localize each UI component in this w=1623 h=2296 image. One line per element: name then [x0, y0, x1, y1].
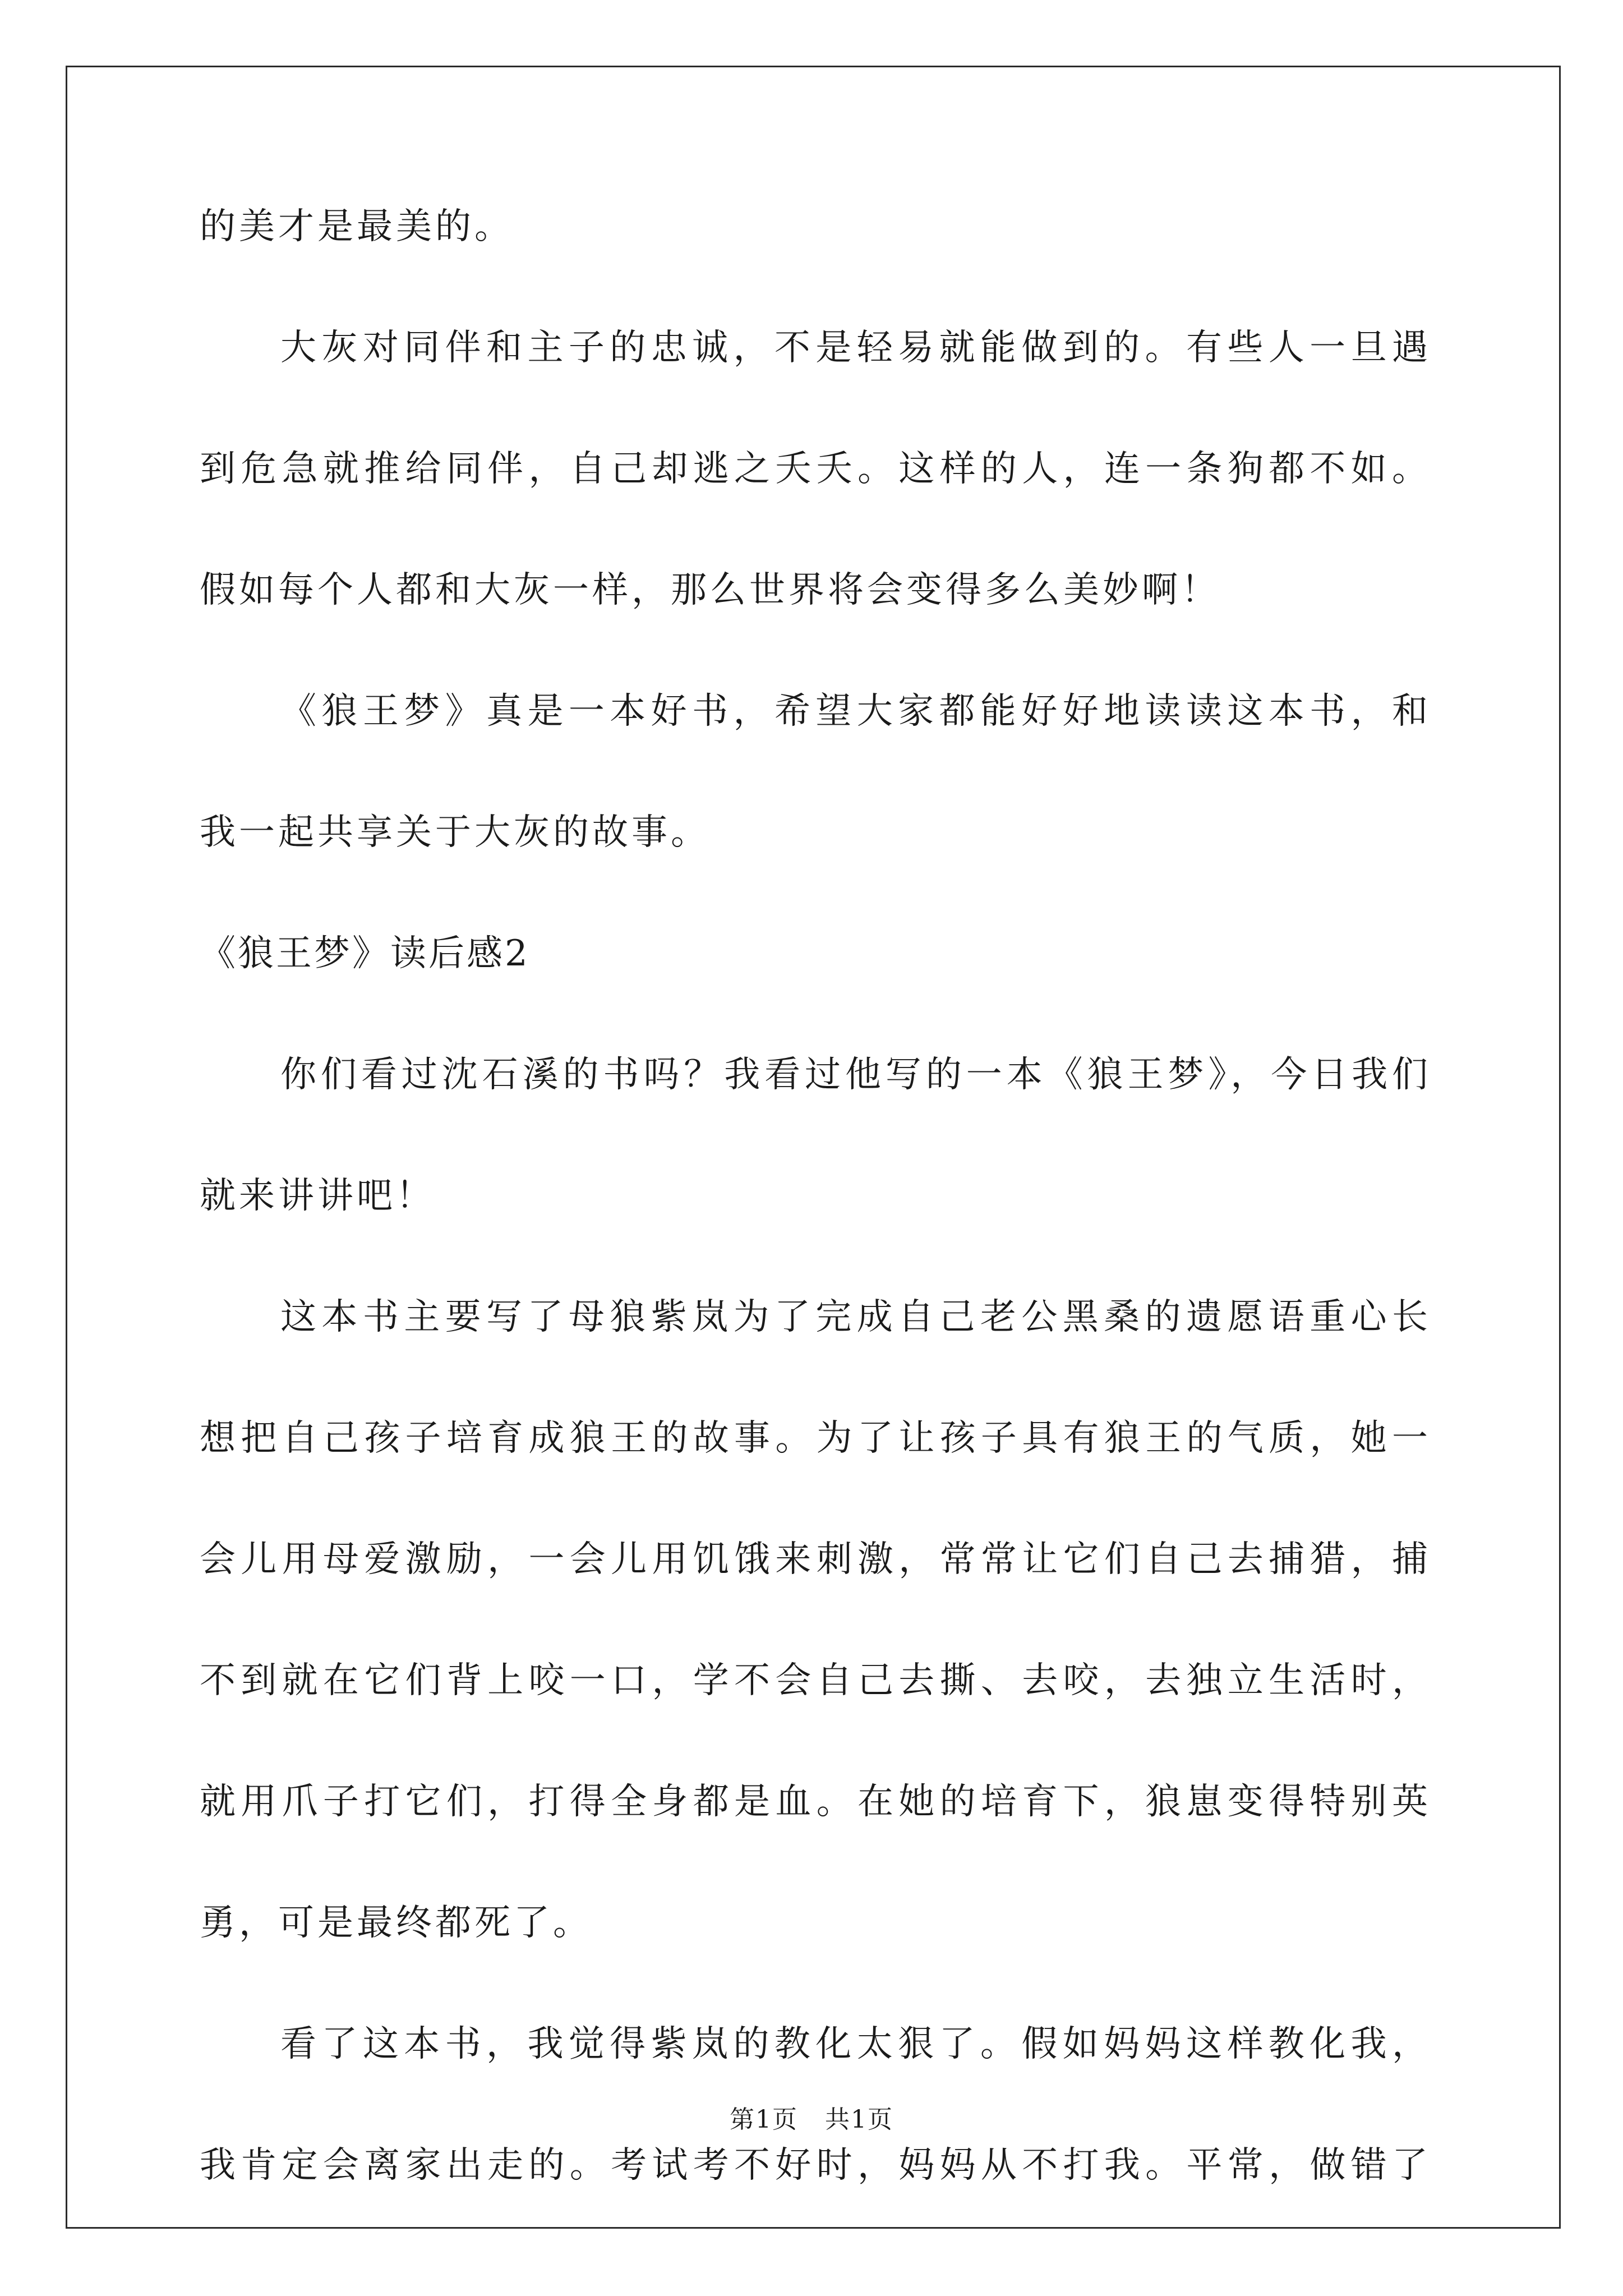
paragraph-line: 会儿用母爱激励，一会儿用饥饿来刺激，常常让它们自己去捕猎，捕	[200, 1539, 1428, 1580]
paragraph-line: 你们看过沈石溪的书吗？我看过他写的一本《狼王梦》，今日我们	[280, 1054, 1428, 1096]
paragraph-line: 的美才是最美的。	[200, 206, 514, 247]
paragraph-line: 不到就在它们背上咬一口，学不会自己去撕、去咬，去独立生活时，	[200, 1660, 1428, 1701]
paragraph-line: 我肯定会离家出走的。考试考不好时，妈妈从不打我。平常，做错了	[200, 2145, 1428, 2186]
paragraph-line: 《狼王梦》真是一本好书，希望大家都能好好地读读这本书，和	[280, 691, 1428, 732]
paragraph-line: 这本书主要写了母狼紫岚为了完成自己老公黑桑的遗愿语重心长	[280, 1296, 1428, 1338]
document-body	[200, 206, 1428, 2269]
paragraph-line: 假如每个人都和大灰一样，那么世界将会变得多么美妙啊！	[200, 569, 1220, 611]
paragraph-line: 勇，可是最终都死了。	[200, 1902, 592, 1944]
page-total: 共1页	[824, 2105, 893, 2134]
page-footer	[0, 2105, 1623, 2134]
paragraph-line: 大灰对同伴和主子的忠诚，不是轻易就能做到的。有些人一旦遇	[280, 327, 1428, 369]
paragraph-line: 想把自己孩子培育成狼王的故事。为了让孩子具有狼王的气质，她一	[200, 1418, 1428, 1459]
footer-spacer	[798, 2105, 825, 2134]
page-number: 第1页	[730, 2105, 799, 2134]
section-heading: 《狼王梦》读后感2	[200, 933, 530, 974]
paragraph-line: 就用爪子打它们，打得全身都是血。在她的培育下，狼崽变得特别英	[200, 1781, 1428, 1823]
paragraph-line: 到危急就推给同伴，自己却逃之夭夭。这样的人，连一条狗都不如。	[200, 448, 1428, 490]
paragraph-line: 就来讲讲吧！	[200, 1175, 435, 1217]
paragraph-line: 看了这本书，我觉得紫岚的教化太狠了。假如妈妈这样教化我，	[280, 2023, 1428, 2065]
paragraph-line: 我一起共享关于大灰的故事。	[200, 812, 710, 853]
